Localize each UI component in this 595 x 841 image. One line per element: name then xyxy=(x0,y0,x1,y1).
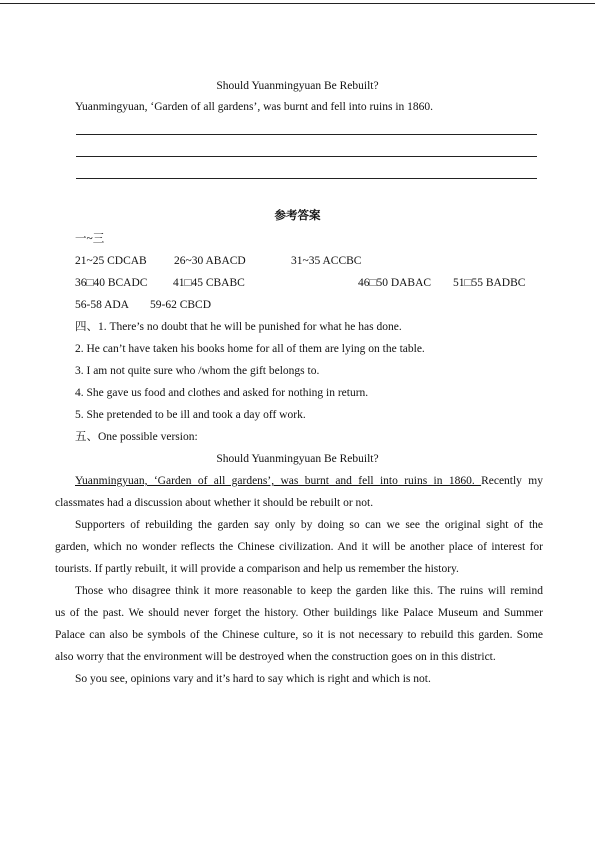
essay-p2-line-3: tourists. If partly rebuilt, it will provide a comparison and help us remember the history. xyxy=(55,563,459,575)
writing-task-opening: Yuanmingyuan, ‘Garden of all gardens’, was burnt and fell into ruins in 1860. xyxy=(75,101,434,113)
essay-p1-line-2: classmates had a discussion about whether it should be rebuilt or not. xyxy=(55,497,374,509)
section-4-item-4: 4. She gave us food and clothes and asked for nothing in return. xyxy=(75,387,369,399)
answer-41-45: 41□45 CBABC xyxy=(173,277,245,289)
essay-p3-line-4: also worry that the environment will be destroyed when the construction goes on in this district. xyxy=(55,651,496,663)
essay-p3-line-2: us of the past. We should never forget the history. Other buildings like Palace Museum and Summer xyxy=(55,607,543,619)
essay-p3-line-1: Those who disagree think it more reasonable to keep the garden like this. The ruins will remind xyxy=(75,585,543,597)
section-4-item-1: 四、1. There’s no doubt that he will be punished for what he has done. xyxy=(75,321,402,333)
answer-21-25: 21~25 CDCAB xyxy=(75,255,147,267)
section-4-item-2: 2. He can’t have taken his books home for all of them are lying on the table. xyxy=(75,343,425,355)
writing-task-title: Should Yuanmingyuan Be Rebuilt? xyxy=(216,80,379,92)
section-4-item-5: 5. She pretended to be ill and took a day off work. xyxy=(75,409,306,421)
answer-46-50: 46□50 DABAC xyxy=(358,277,432,289)
section-5-label: 五、One possible version: xyxy=(75,431,198,443)
essay-p3-line-3: Palace can also be symbols of the Chinese culture, so it is not necessary to rebuild this garden. Some xyxy=(55,629,543,641)
section-4-item-3: 3. I am not quite sure who /whom the gift belongs to. xyxy=(75,365,320,377)
essay-p2-line-1: Supporters of rebuilding the garden say only by doing so can we see the original sight of the xyxy=(75,519,543,531)
essay-p1-line-1 xyxy=(75,476,543,488)
writing-line-3 xyxy=(76,178,537,179)
answer-key-heading: 参考答案 xyxy=(274,210,321,222)
answer-36-40: 36□40 BCADC xyxy=(75,277,148,289)
writing-line-2 xyxy=(76,156,537,157)
page-top-border xyxy=(0,3,595,4)
essay-p1-rest: Recently my xyxy=(481,475,543,487)
answer-26-30: 26~30 ABACD xyxy=(174,255,246,267)
essay-p4-line-1: So you see, opinions vary and it’s hard to say which is right and which is not. xyxy=(75,673,431,685)
answer-56-58: 56-58 ADA xyxy=(75,299,129,311)
answer-31-35: 31~35 ACCBC xyxy=(291,255,362,267)
writing-line-1 xyxy=(76,134,537,135)
answer-59-62: 59-62 CBCD xyxy=(150,299,212,311)
section-1-3-label: 一~三 xyxy=(75,233,105,245)
essay-title: Should Yuanmingyuan Be Rebuilt? xyxy=(216,453,379,465)
answer-51-55: 51□55 BADBC xyxy=(453,277,526,289)
essay-p1-underlined: Yuanmingyuan, ‘Garden of all gardens’, was burnt and fell into ruins in 1860. xyxy=(75,475,482,487)
essay-p2-line-2: garden, which no wonder reflects the Chinese civilization. And it will be another place of interest for xyxy=(55,541,543,553)
